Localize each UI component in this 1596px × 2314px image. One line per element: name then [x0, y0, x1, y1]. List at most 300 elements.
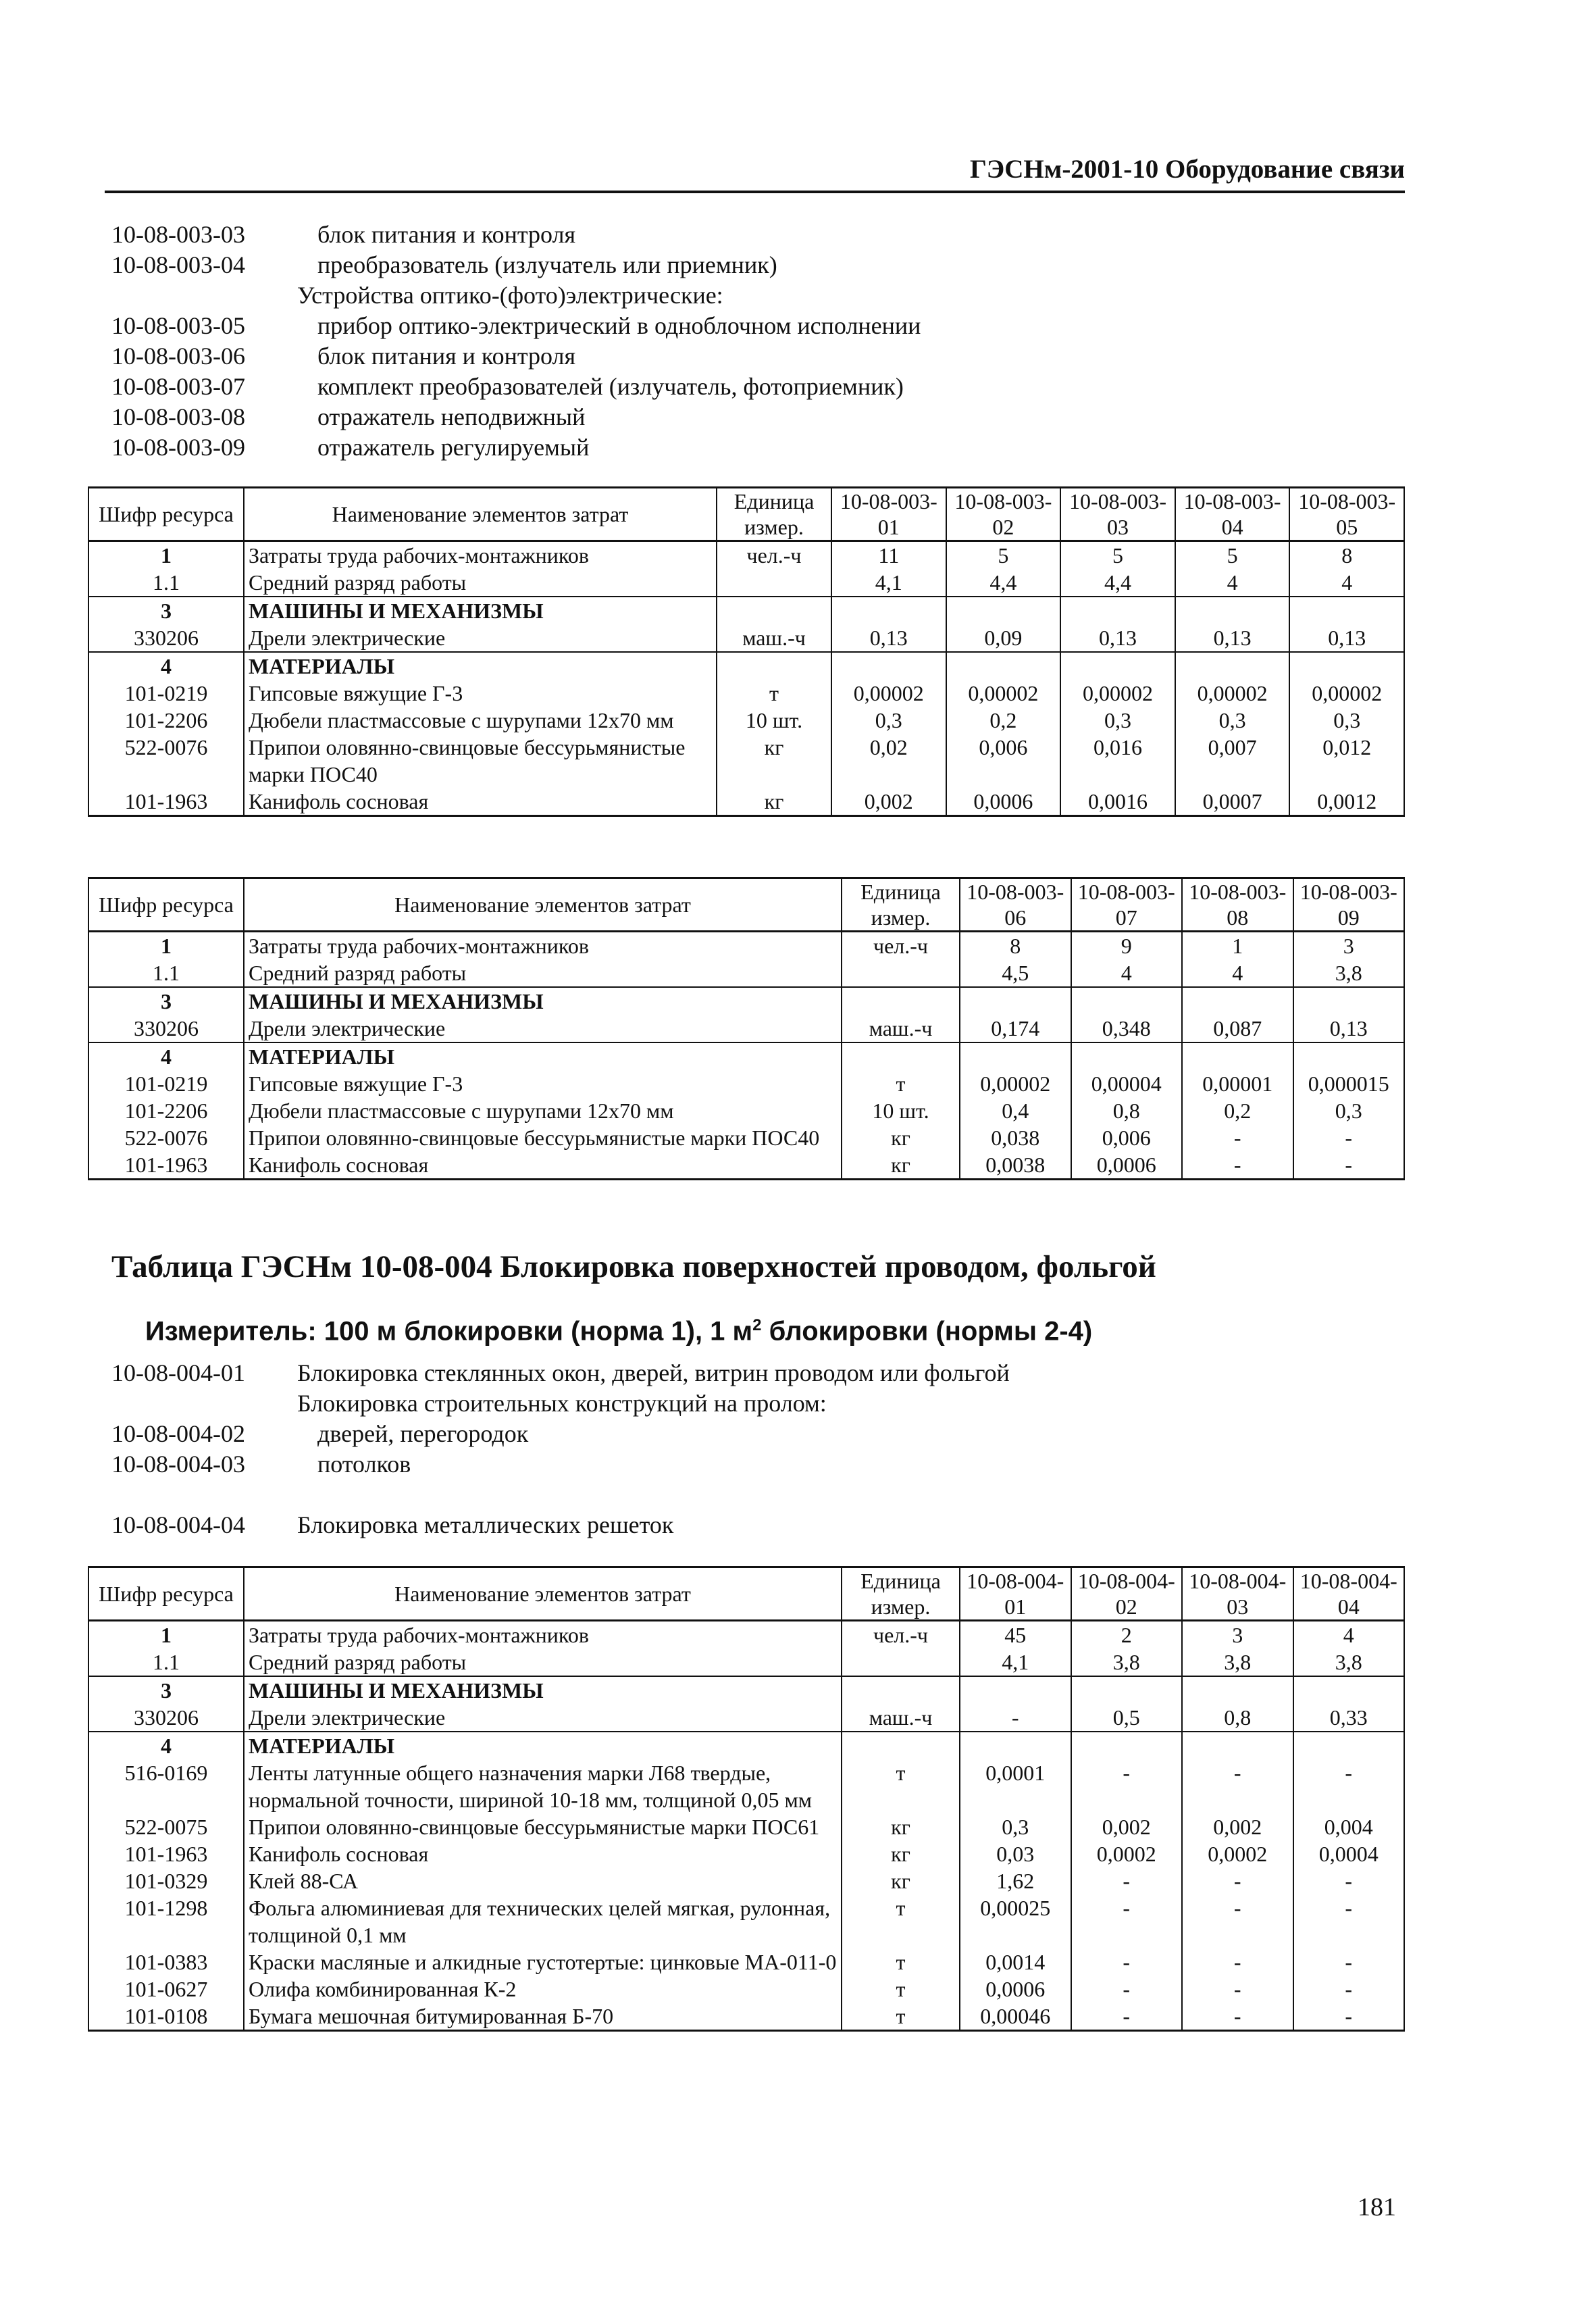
row-unit: чел.-ч — [842, 932, 960, 960]
row-val — [960, 1676, 1071, 1704]
row-val: 3 — [1293, 932, 1405, 960]
row-val: - — [1182, 1867, 1293, 1894]
list-code: 10-08-003-07 — [111, 373, 245, 400]
row-unit — [842, 1042, 960, 1070]
list-code: 10-08-004-03 — [111, 1451, 245, 1478]
row-val: 0,00004 — [1071, 1070, 1183, 1097]
row-name: Фольга алюминиевая для технических целей мягкая, рулонная, толщиной 0,1 мм — [244, 1894, 842, 1948]
row-code: 101-1963 — [88, 1151, 244, 1180]
list-code: 10-08-003-04 — [111, 251, 245, 278]
table-row — [88, 1649, 1404, 1676]
row-val — [1060, 597, 1175, 624]
row-name: Затраты труда рабочих-монтажников — [244, 541, 717, 570]
row-code: 330206 — [88, 1015, 244, 1042]
row-unit: маш.-ч — [842, 1704, 960, 1732]
table-row — [88, 597, 1404, 624]
row-val: - — [1182, 1124, 1293, 1151]
list-desc: преобразователь (излучатель или приемник) — [317, 251, 777, 278]
row-val: 0,2 — [946, 707, 1061, 734]
table-row — [88, 1948, 1404, 1976]
row-name: Припои оловянно-свинцовые бессурьмянистые марки ПОС40 — [244, 734, 717, 788]
row-val: 4 — [1182, 959, 1293, 987]
row-val: 0,3 — [1289, 707, 1404, 734]
row-val: 4 — [1175, 569, 1290, 597]
row-name: МАШИНЫ И МЕХАНИЗМЫ — [244, 1676, 842, 1704]
row-val: - — [1071, 1894, 1183, 1948]
row-code: 1.1 — [88, 959, 244, 987]
row-val: 4,4 — [1060, 569, 1175, 597]
row-code: 330206 — [88, 1704, 244, 1732]
row-name: Дрели электрические — [244, 1015, 842, 1042]
table-row — [88, 1151, 1404, 1180]
row-val: 0,00025 — [960, 1894, 1071, 1948]
row-code: 522-0076 — [88, 734, 244, 788]
row-code: 101-2206 — [88, 707, 244, 734]
table-row — [88, 1976, 1404, 2003]
row-code: 3 — [88, 987, 244, 1015]
row-name: Припои оловянно-свинцовые бессурьмянистые марки ПОС61 — [244, 1813, 842, 1840]
row-code: 3 — [88, 1676, 244, 1704]
row-val: 0,13 — [1289, 624, 1404, 652]
table-row — [88, 1894, 1404, 1948]
header-unit: Единица измер. — [717, 488, 831, 541]
header-col: 10-08-003-04 — [1175, 488, 1290, 541]
row-unit: кг — [842, 1151, 960, 1180]
row-unit: чел.-ч — [717, 541, 831, 570]
row-val: 0,00002 — [831, 680, 946, 707]
row-val — [831, 597, 946, 624]
list-code: 10-08-003-06 — [111, 343, 245, 370]
header-col: 10-08-003-02 — [946, 488, 1061, 541]
row-code: 522-0075 — [88, 1813, 244, 1840]
row-val: 3 — [1182, 1621, 1293, 1649]
table-header-row — [88, 1567, 1404, 1621]
measure-text-tail: блокировки (нормы 2-4) — [761, 1316, 1093, 1347]
row-code: 101-0329 — [88, 1867, 244, 1894]
row-val: - — [1071, 1867, 1183, 1894]
row-name: Дюбели пластмассовые с шурупами 12х70 мм — [244, 1097, 842, 1124]
row-val: 3,8 — [1293, 959, 1405, 987]
row-unit: кг — [717, 788, 831, 816]
list-code: 10-08-003-09 — [111, 434, 245, 461]
row-val: 0,0006 — [1071, 1151, 1183, 1180]
header-title: ГЭСНм-2001-10 Оборудование связи — [969, 155, 1405, 184]
header-code: Шифр ресурса — [88, 1567, 244, 1621]
table-row — [88, 541, 1404, 570]
row-code: 101-1298 — [88, 1894, 244, 1948]
table-row — [88, 734, 1404, 788]
row-name: МАТЕРИАЛЫ — [244, 652, 717, 680]
row-val: - — [1071, 1948, 1183, 1976]
header-name: Наименование элементов затрат — [244, 878, 842, 932]
row-val: 0,0016 — [1060, 788, 1175, 816]
row-val: 0,8 — [1071, 1097, 1183, 1124]
row-val: 5 — [946, 541, 1061, 570]
row-val: 4 — [1293, 1621, 1405, 1649]
list-desc: дверей, перегородок — [317, 1420, 529, 1447]
row-unit: т — [842, 1976, 960, 2003]
list-desc: прибор оптико-электрический в одноблочном исполнении — [317, 312, 921, 339]
list-desc: Блокировка металлических решеток — [297, 1511, 674, 1538]
row-unit: т — [842, 1070, 960, 1097]
row-code: 101-2206 — [88, 1097, 244, 1124]
row-unit — [842, 987, 960, 1015]
row-val: - — [1182, 1976, 1293, 2003]
row-unit: маш.-ч — [842, 1015, 960, 1042]
row-val: - — [1071, 1976, 1183, 2003]
row-val — [1071, 1676, 1183, 1704]
row-val — [1175, 597, 1290, 624]
row-code: 516-0169 — [88, 1759, 244, 1813]
row-val — [1182, 1732, 1293, 1759]
row-val: 0,006 — [946, 734, 1061, 788]
row-code: 3 — [88, 597, 244, 624]
row-name: Ленты латунные общего назначения марки Л68 твердые, нормальной точности, шириной 10-18 мм, толщиной 0,05 мм — [244, 1759, 842, 1813]
row-val: 0,09 — [946, 624, 1061, 652]
row-val — [1071, 987, 1183, 1015]
row-code: 330206 — [88, 624, 244, 652]
row-code: 1.1 — [88, 569, 244, 597]
row-val: 0,2 — [1182, 1097, 1293, 1124]
row-val: 0,3 — [831, 707, 946, 734]
header-code: Шифр ресурса — [88, 878, 244, 932]
header-unit: Единица измер. — [842, 878, 960, 932]
row-val: - — [1293, 1894, 1405, 1948]
table-row — [88, 1124, 1404, 1151]
row-val: 0,3 — [1060, 707, 1175, 734]
table-row — [88, 1042, 1404, 1070]
list-code: 10-08-004-02 — [111, 1420, 245, 1447]
row-val: - — [1182, 2003, 1293, 2031]
row-val: 4 — [1289, 569, 1404, 597]
row-name: Дрели электрические — [244, 1704, 842, 1732]
row-val: 8 — [1289, 541, 1404, 570]
row-name: Дрели электрические — [244, 624, 717, 652]
row-val — [1071, 1732, 1183, 1759]
list-code: 10-08-003-05 — [111, 312, 245, 339]
header-col: 10-08-004-03 — [1182, 1567, 1293, 1621]
list-desc: потолков — [317, 1451, 411, 1478]
row-unit: кг — [717, 734, 831, 788]
row-val: 0,004 — [1293, 1813, 1405, 1840]
row-name: Канифоль сосновая — [244, 1151, 842, 1180]
header-col: 10-08-004-01 — [960, 1567, 1071, 1621]
row-val: 0,348 — [1071, 1015, 1183, 1042]
row-val: 0,00002 — [960, 1070, 1071, 1097]
row-val: 0,0007 — [1175, 788, 1290, 816]
header-col: 10-08-004-02 — [1071, 1567, 1183, 1621]
list-desc: Блокировка строительных конструкций на пролом: — [297, 1390, 827, 1417]
row-code: 4 — [88, 652, 244, 680]
list-code: 10-08-004-01 — [111, 1359, 245, 1386]
table-row — [88, 624, 1404, 652]
row-unit: т — [842, 1948, 960, 1976]
row-unit: т — [717, 680, 831, 707]
row-val: 0,0006 — [946, 788, 1061, 816]
list-code: 10-08-003-08 — [111, 403, 245, 430]
row-val: - — [1293, 1867, 1405, 1894]
row-unit: 10 шт. — [842, 1097, 960, 1124]
row-val: 0,038 — [960, 1124, 1071, 1151]
row-val: 0,00046 — [960, 2003, 1071, 2031]
row-val: 0,002 — [1182, 1813, 1293, 1840]
row-code: 101-1963 — [88, 788, 244, 816]
row-val: 4,4 — [946, 569, 1061, 597]
page-header — [105, 154, 1405, 193]
measure-line — [145, 1316, 1092, 1347]
table-row — [88, 1759, 1404, 1813]
row-code: 522-0076 — [88, 1124, 244, 1151]
row-val — [1182, 987, 1293, 1015]
row-val: - — [1182, 1894, 1293, 1948]
row-unit — [717, 652, 831, 680]
row-name: Бумага мешочная битумированная Б-70 — [244, 2003, 842, 2031]
resource-table-3 — [88, 1566, 1405, 2032]
table-title: Таблица ГЭСНм 10-08-004 Блокировка поверхностей проводом, фольгой — [111, 1249, 1156, 1284]
table-row — [88, 1704, 1404, 1732]
table-row — [88, 2003, 1404, 2031]
table-row — [88, 1097, 1404, 1124]
row-val: 0,02 — [831, 734, 946, 788]
row-unit — [842, 1649, 960, 1676]
row-code: 1 — [88, 541, 244, 570]
row-name: МАШИНЫ И МЕХАНИЗМЫ — [244, 987, 842, 1015]
row-val: 5 — [1060, 541, 1175, 570]
row-val: 3,8 — [1182, 1649, 1293, 1676]
row-val: 9 — [1071, 932, 1183, 960]
table-row — [88, 987, 1404, 1015]
row-val: 0,00002 — [946, 680, 1061, 707]
list-desc: Устройства оптико-(фото)электрические: — [297, 282, 723, 309]
row-val: 0,0002 — [1182, 1840, 1293, 1867]
row-val: - — [1071, 2003, 1183, 2031]
row-val — [946, 597, 1061, 624]
header-col: 10-08-003-03 — [1060, 488, 1175, 541]
row-val: - — [1293, 1976, 1405, 2003]
row-val: 0,8 — [1182, 1704, 1293, 1732]
row-code: 4 — [88, 1042, 244, 1070]
table-header-row — [88, 878, 1404, 932]
row-val: 0,3 — [1175, 707, 1290, 734]
row-val — [1071, 1042, 1183, 1070]
row-unit: кг — [842, 1840, 960, 1867]
row-val: 0,5 — [1071, 1704, 1183, 1732]
row-val: 0,3 — [1293, 1097, 1405, 1124]
row-val: 0,03 — [960, 1840, 1071, 1867]
row-code: 4 — [88, 1732, 244, 1759]
row-val: 0,33 — [1293, 1704, 1405, 1732]
row-val — [1289, 652, 1404, 680]
row-val: 0,174 — [960, 1015, 1071, 1042]
row-val: 0,0004 — [1293, 1840, 1405, 1867]
row-val — [1182, 1042, 1293, 1070]
row-unit: кг — [842, 1124, 960, 1151]
row-val: 3,8 — [1293, 1649, 1405, 1676]
table-row — [88, 652, 1404, 680]
row-val: 0,00002 — [1175, 680, 1290, 707]
row-val: 0,0038 — [960, 1151, 1071, 1180]
list-code: 10-08-004-04 — [111, 1511, 245, 1538]
row-val: 1 — [1182, 932, 1293, 960]
row-val — [960, 987, 1071, 1015]
list-desc: Блокировка стеклянных окон, дверей, витрин проводом или фольгой — [297, 1359, 1010, 1386]
row-val: - — [1182, 1759, 1293, 1813]
row-code: 1 — [88, 932, 244, 960]
row-name: Гипсовые вяжущие Г-3 — [244, 680, 717, 707]
table-row — [88, 1867, 1404, 1894]
row-unit: чел.-ч — [842, 1621, 960, 1649]
row-val: 8 — [960, 932, 1071, 960]
row-code: 101-0219 — [88, 1070, 244, 1097]
row-val: 0,0012 — [1289, 788, 1404, 816]
row-unit: 10 шт. — [717, 707, 831, 734]
table-row — [88, 1840, 1404, 1867]
row-code: 101-0383 — [88, 1948, 244, 1976]
row-val: 0,00002 — [1060, 680, 1175, 707]
row-val: 0,002 — [1071, 1813, 1183, 1840]
row-val — [1293, 987, 1405, 1015]
measure-text: Измеритель: 100 м блокировки (норма 1), 1 м — [145, 1316, 753, 1347]
table-row — [88, 932, 1404, 960]
list-code: 10-08-003-03 — [111, 221, 245, 248]
row-unit — [842, 1676, 960, 1704]
table-row — [88, 707, 1404, 734]
row-unit — [842, 1732, 960, 1759]
row-val: - — [1293, 1948, 1405, 1976]
table-row — [88, 959, 1404, 987]
row-name: Припои оловянно-свинцовые бессурьмянистые марки ПОС40 — [244, 1124, 842, 1151]
resource-table-2 — [88, 877, 1405, 1180]
row-val: 0,016 — [1060, 734, 1175, 788]
row-val — [1060, 652, 1175, 680]
row-val: 1,62 — [960, 1867, 1071, 1894]
row-val: 0,002 — [831, 788, 946, 816]
row-name: Затраты труда рабочих-монтажников — [244, 932, 842, 960]
row-val: 4 — [1071, 959, 1183, 987]
row-val: - — [1293, 1124, 1405, 1151]
row-val: 3,8 — [1071, 1649, 1183, 1676]
header-col: 10-08-003-05 — [1289, 488, 1404, 541]
row-val: 0,0014 — [960, 1948, 1071, 1976]
row-val — [960, 1732, 1071, 1759]
row-val — [1182, 1676, 1293, 1704]
row-val: 0,000015 — [1293, 1070, 1405, 1097]
row-unit: т — [842, 2003, 960, 2031]
row-name: Гипсовые вяжущие Г-3 — [244, 1070, 842, 1097]
row-unit: кг — [842, 1813, 960, 1840]
row-unit: кг — [842, 1867, 960, 1894]
table-row — [88, 1676, 1404, 1704]
row-name: Дюбели пластмассовые с шурупами 12х70 мм — [244, 707, 717, 734]
row-val: 2 — [1071, 1621, 1183, 1649]
row-val: 0,012 — [1289, 734, 1404, 788]
row-code: 101-1963 — [88, 1840, 244, 1867]
row-val — [1175, 652, 1290, 680]
row-val: 0,13 — [831, 624, 946, 652]
header-code: Шифр ресурса — [88, 488, 244, 541]
table-row — [88, 788, 1404, 816]
row-unit — [717, 597, 831, 624]
row-val: 4,1 — [960, 1649, 1071, 1676]
table-row — [88, 1732, 1404, 1759]
row-name: МАШИНЫ И МЕХАНИЗМЫ — [244, 597, 717, 624]
row-val: - — [1182, 1948, 1293, 1976]
row-unit — [717, 569, 831, 597]
table-row — [88, 1621, 1404, 1649]
list-desc: отражатель регулируемый — [317, 434, 590, 461]
row-val: 0,4 — [960, 1097, 1071, 1124]
row-name: Олифа комбинированная К-2 — [244, 1976, 842, 2003]
list-desc: блок питания и контроля — [317, 343, 576, 370]
row-val: 0,00002 — [1289, 680, 1404, 707]
row-val: 0,087 — [1182, 1015, 1293, 1042]
row-val: 0,13 — [1293, 1015, 1405, 1042]
row-val: 11 — [831, 541, 946, 570]
measure-superscript: 2 — [752, 1316, 762, 1334]
header-col: 10-08-003-09 — [1293, 878, 1405, 932]
row-code: 1.1 — [88, 1649, 244, 1676]
row-val: 0,007 — [1175, 734, 1290, 788]
table-row — [88, 1015, 1404, 1042]
row-val: 0,0002 — [1071, 1840, 1183, 1867]
row-name: МАТЕРИАЛЫ — [244, 1732, 842, 1759]
row-name: МАТЕРИАЛЫ — [244, 1042, 842, 1070]
row-val: 45 — [960, 1621, 1071, 1649]
header-col: 10-08-003-06 — [960, 878, 1071, 932]
row-val: 0,0001 — [960, 1759, 1071, 1813]
row-val: 0,0006 — [960, 1976, 1071, 2003]
row-unit: т — [842, 1759, 960, 1813]
row-name: Затраты труда рабочих-монтажников — [244, 1621, 842, 1649]
header-unit: Единица измер. — [842, 1567, 960, 1621]
row-val — [960, 1042, 1071, 1070]
row-val — [1293, 1042, 1405, 1070]
row-val — [946, 652, 1061, 680]
table-header-row — [88, 488, 1404, 541]
row-val: 4,5 — [960, 959, 1071, 987]
row-name: Средний разряд работы — [244, 959, 842, 987]
row-val: - — [1293, 1151, 1405, 1180]
row-unit: т — [842, 1894, 960, 1948]
row-val: - — [1071, 1759, 1183, 1813]
page-number: 181 — [1358, 2193, 1396, 2221]
row-code: 101-0108 — [88, 2003, 244, 2031]
row-val: 4,1 — [831, 569, 946, 597]
row-val: 0,00001 — [1182, 1070, 1293, 1097]
row-val — [831, 652, 946, 680]
table-row — [88, 680, 1404, 707]
row-unit: маш.-ч — [717, 624, 831, 652]
table-row — [88, 1813, 1404, 1840]
resource-table-1 — [88, 486, 1405, 817]
header-col: 10-08-003-08 — [1182, 878, 1293, 932]
list-desc: отражатель неподвижный — [317, 403, 586, 430]
row-name: Средний разряд работы — [244, 1649, 842, 1676]
row-val — [1293, 1732, 1405, 1759]
row-val: 0,13 — [1060, 624, 1175, 652]
row-val: 0,13 — [1175, 624, 1290, 652]
row-val: 0,3 — [960, 1813, 1071, 1840]
table-row — [88, 1070, 1404, 1097]
row-name: Краски масляные и алкидные густотертые: цинковые МА-011-0 — [244, 1948, 842, 1976]
row-unit — [842, 959, 960, 987]
header-col: 10-08-003-07 — [1071, 878, 1183, 932]
row-code: 101-0627 — [88, 1976, 244, 2003]
row-name: Средний разряд работы — [244, 569, 717, 597]
table-row — [88, 569, 1404, 597]
header-col: 10-08-003-01 — [831, 488, 946, 541]
row-val: - — [1293, 1759, 1405, 1813]
